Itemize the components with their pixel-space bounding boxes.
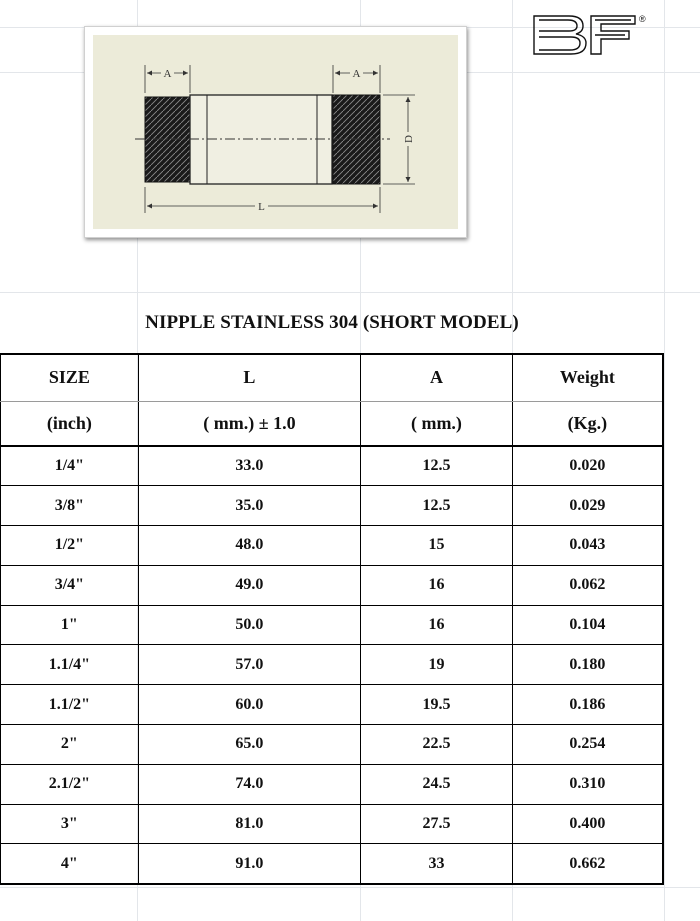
dim-label-a-right: A xyxy=(352,68,361,80)
weight-cell: 0.310 xyxy=(512,764,663,804)
weight-cell: 0.180 xyxy=(512,645,663,685)
length-cell: 57.0 xyxy=(138,645,360,685)
size-cell: 1" xyxy=(1,605,139,645)
table-row xyxy=(1,725,664,765)
weight-cell: 0.043 xyxy=(512,526,663,566)
size-cell: 4" xyxy=(1,844,139,884)
table-row xyxy=(1,605,664,645)
header-length: L xyxy=(138,354,360,401)
size-cell: 1/4" xyxy=(1,446,139,486)
grid-line xyxy=(0,292,700,293)
unit-weight: (Kg.) xyxy=(512,401,663,446)
grid-line xyxy=(664,0,665,921)
header-size: SIZE xyxy=(1,354,139,401)
dim-label-l: L xyxy=(258,201,265,213)
length-cell: 50.0 xyxy=(138,605,360,645)
length-cell: 91.0 xyxy=(138,844,360,884)
size-cell: 3/8" xyxy=(1,486,139,526)
a-cell: 16 xyxy=(361,605,513,645)
weight-cell: 0.662 xyxy=(512,844,663,884)
unit-row xyxy=(1,401,664,446)
table-row xyxy=(1,804,664,844)
size-cell: 1.1/4" xyxy=(1,645,139,685)
table-body xyxy=(1,446,664,884)
table-row xyxy=(1,764,664,804)
grid-line xyxy=(0,887,700,888)
weight-cell: 0.062 xyxy=(512,565,663,605)
length-cell: 33.0 xyxy=(138,446,360,486)
length-cell: 35.0 xyxy=(138,486,360,526)
weight-cell: 0.400 xyxy=(512,804,663,844)
weight-cell: 0.104 xyxy=(512,605,663,645)
a-cell: 12.5 xyxy=(361,486,513,526)
unit-a: ( mm.) xyxy=(361,401,513,446)
a-cell: 33 xyxy=(361,844,513,884)
table-row xyxy=(1,645,664,685)
size-cell: 2.1/2" xyxy=(1,764,139,804)
unit-length: ( mm.) ± 1.0 xyxy=(138,401,360,446)
registered-mark: ® xyxy=(639,14,646,24)
length-cell: 48.0 xyxy=(138,526,360,566)
table-row xyxy=(1,446,664,486)
table-row xyxy=(1,844,664,884)
table-row xyxy=(1,486,664,526)
size-cell: 1.1/2" xyxy=(1,685,139,725)
size-cell: 1/2" xyxy=(1,526,139,566)
bf-logo xyxy=(531,10,649,60)
weight-cell: 0.254 xyxy=(512,725,663,765)
weight-cell: 0.020 xyxy=(512,446,663,486)
length-cell: 60.0 xyxy=(138,685,360,725)
a-cell: 19.5 xyxy=(361,685,513,725)
table-row xyxy=(1,685,664,725)
size-cell: 2" xyxy=(1,725,139,765)
length-cell: 81.0 xyxy=(138,804,360,844)
a-cell: 27.5 xyxy=(361,804,513,844)
table-row xyxy=(1,526,664,566)
a-cell: 12.5 xyxy=(361,446,513,486)
length-cell: 74.0 xyxy=(138,764,360,804)
weight-cell: 0.186 xyxy=(512,685,663,725)
a-cell: 22.5 xyxy=(361,725,513,765)
length-cell: 65.0 xyxy=(138,725,360,765)
specification-table xyxy=(0,353,664,885)
size-cell: 3/4" xyxy=(1,565,139,605)
dim-label-a-left: A xyxy=(163,68,172,80)
nipple-drawing xyxy=(84,26,467,238)
header-a: A xyxy=(361,354,513,401)
table-row xyxy=(1,565,664,605)
a-cell: 19 xyxy=(361,645,513,685)
nipple-diagram xyxy=(85,27,468,239)
header-row xyxy=(1,354,664,401)
page-title: NIPPLE STAINLESS 304 (SHORT MODEL) xyxy=(145,312,519,333)
dim-label-d: D xyxy=(403,135,415,143)
size-cell: 3" xyxy=(1,804,139,844)
a-cell: 16 xyxy=(361,565,513,605)
length-cell: 49.0 xyxy=(138,565,360,605)
unit-size: (inch) xyxy=(1,401,139,446)
header-weight: Weight xyxy=(512,354,663,401)
weight-cell: 0.029 xyxy=(512,486,663,526)
a-cell: 24.5 xyxy=(361,764,513,804)
a-cell: 15 xyxy=(361,526,513,566)
